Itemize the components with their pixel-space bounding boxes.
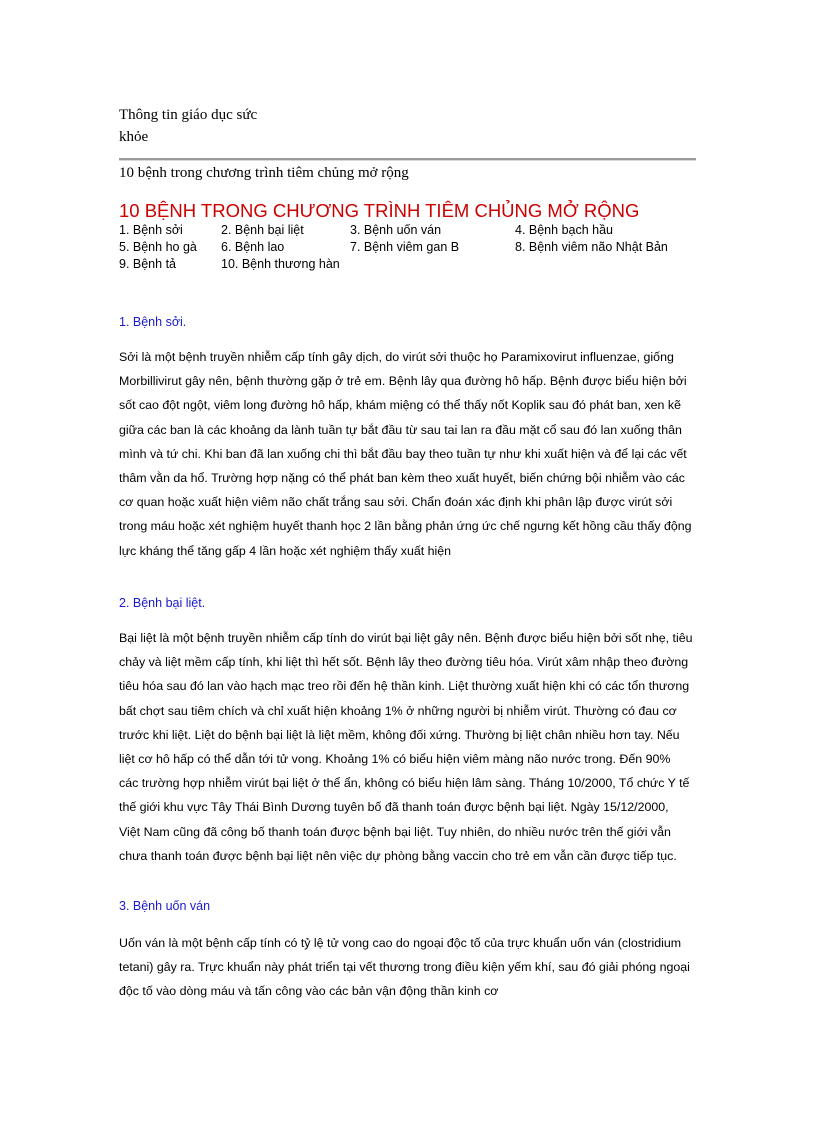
section-title-tetanus: 3. Bệnh uốn ván <box>119 899 211 913</box>
disease-list-item: 7. Bệnh viêm gan B <box>350 240 460 254</box>
disease-list-item: 1. Bệnh sởi <box>119 223 183 237</box>
page-subtitle: 10 bệnh trong chương trình tiêm chủng mở rộng <box>119 165 409 181</box>
disease-list-item: 8. Bệnh viêm não Nhật Bản <box>515 240 668 254</box>
site-title: Thông tin giáo dục sức khỏe <box>119 107 258 145</box>
section-title-measles: 1. Bệnh sởi. <box>119 315 187 329</box>
section-text-polio: Bại liệt là một bệnh truyền nhiễm cấp tính do virút bại liệt gây nên. Bệnh được biểu hiện bởi sốt nhẹ, tiêu chảy và liệt mềm cấp tính, khi liệt thì hết sốt. Bệnh lây theo đường tiêu hóa. Virút xâm nhập theo đường tiêu hóa sau đó lan vào hạch mạc treo rồi đến hệ thần kinh. Liệt thường xuất hiện khi có các tổn thương bất chợt sau tiêm chích và chỉ xuất hiện khoảng 1% ở những người bị nhiễm virút. Thường có đau cơ trước khi liệt. Liệt do bệnh bại liệt là liệt mềm, không đối xứng. Thường bị liệt chân nhiều hơn tay. Nếu liệt cơ hô hấp có thể dẫn tới tử vong. Khoảng 1% có biểu hiện viêm màng não nước trong. Đến 90% các trường hợp nhiễm virút bại liệt ở thể ẩn, không có biểu hiện lâm sàng. Tháng 10/2000, Tổ chức Y tế thế giới khu vực Tây Thái Bình Dương tuyên bố đã thanh toán được bệnh bại liệt. Ngày 15/12/2000, Việt Nam cũng đã công bố thanh toán được bệnh bại liệt. Tuy nhiên, do nhiều nước trên thế giới vẫn chưa thanh toán được bệnh bại liệt nên việc dự phòng bằng vaccin cho trẻ em vẫn cần được tiếp tục. <box>119 631 693 863</box>
disease-list-item: 9. Bệnh tả <box>119 257 176 271</box>
main-heading: 10 BỆNH TRONG CHƯƠNG TRÌNH TIÊM CHỦNG MỞ RỘNG <box>119 200 640 221</box>
horizontal-rule <box>119 158 696 161</box>
disease-list-item: 2. Bệnh bại liệt <box>221 223 304 237</box>
section-text-tetanus: Uốn ván là một bệnh cấp tính có tỷ lệ tử vong cao do ngoại độc tố của trực khuẩn uốn ván (clostridium tetani) gây ra. Trực khuẩn này phát triển tại vết thương trong điều kiện yếm khí, sau đó giải phóng ngoại độc tố vào dòng máu và tấn công vào các bản vận động thần kinh cơ <box>119 936 690 999</box>
disease-list-item: 5. Bệnh ho gà <box>119 240 197 254</box>
section-text-measles: Sởi là một bệnh truyền nhiễm cấp tính gây dịch, do virút sởi thuộc họ Paramixovirut influenzae, giống Morbillivirut gây nên, bệnh thường gặp ở trẻ em. Bệnh lây qua đường hô hấp. Bệnh được biểu hiện bởi sốt cao đột ngột, viêm long đường hô hấp, khám miệng có thể thấy nốt Koplik sau đó phát ban, xen kẽ giữa các ban là các khoảng da lành tuần tự bắt đầu từ sau tai lan ra đầu mặt cổ sau đó lan xuống thân mình và tứ chi. Khi ban đã lan xuống chi thì bắt đầu bay theo tuần tự như khi xuất hiện và để lại các vết thâm vằn da hổ. Trường hợp nặng có thể phát ban kèm theo xuất huyết, biến chứng bội nhiễm vào các cơ quan hoặc xuất hiện viêm não chất trắng sau sởi. Chẩn đoán xác định khi phân lập được virút sởi trong máu hoặc xét nghiệm huyết thanh học 2 lần bằng phản ứng ức chế ngưng kết hồng cầu thấy động lực kháng thể tăng gấp 4 lần hoặc xét nghiệm thấy xuất hiện <box>119 350 692 558</box>
section-title-polio: 2. Bệnh bại liệt. <box>119 596 206 610</box>
disease-list-item: 6. Bệnh lao <box>221 240 285 254</box>
disease-list-item: 10. Bệnh thương hàn <box>221 257 340 271</box>
disease-list-item: 3. Bệnh uốn ván <box>350 223 442 237</box>
disease-list-item: 4. Bệnh bạch hầu <box>515 223 613 237</box>
